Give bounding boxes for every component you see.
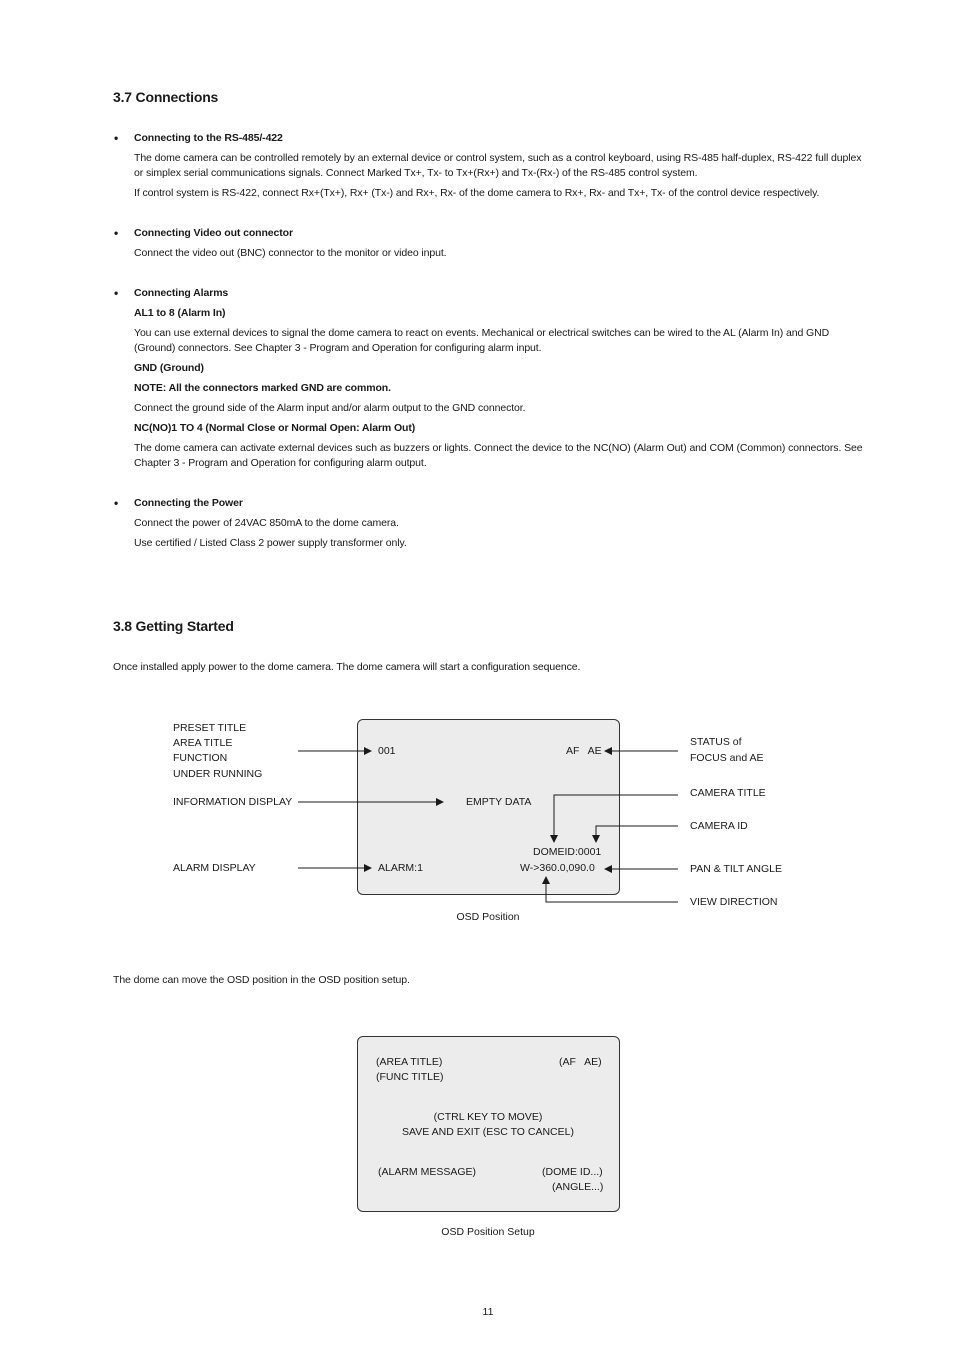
arrow-view-direction [546, 877, 678, 902]
label-preset-title: PRESET TITLE [173, 722, 247, 734]
heading-power: Connecting the Power [134, 497, 243, 509]
osd-preset-number: 001 [378, 745, 396, 757]
paragraph-alarm-in: You can use external devices to signal the dome camera to react on events. Mechanical or electrical switches can be wired to the AL (Alarm In) and GND (Ground) connectors. See Chapter 3 - Program and Operation for configuring alarm input. [134, 327, 830, 354]
paragraph-video: Connect the video out (BNC) connector to the monitor or video input. [134, 247, 447, 259]
heading-alarms: Connecting Alarms [134, 287, 229, 299]
label-camera-title: CAMERA TITLE [690, 787, 766, 799]
bullet: • [114, 131, 119, 145]
label-information-display: INFORMATION DISPLAY [173, 796, 293, 808]
label-function: FUNCTION [173, 752, 228, 764]
setup-angle: (ANGLE...) [552, 1181, 604, 1193]
paragraph-power-1: Connect the power of 24VAC 850mA to the dome camera. [134, 517, 399, 529]
section-title-connections: 3.7 Connections [113, 89, 219, 105]
label-pan-tilt-angle: PAN & TILT ANGLE [690, 863, 783, 875]
heading-rs485: Connecting to the RS-485/-422 [134, 132, 283, 144]
osd-dome-id: DOMEID:0001 [533, 846, 602, 858]
arrow-camera-id [596, 826, 678, 842]
bullet: • [114, 226, 119, 240]
osd-angle: W->360.0,090.0 [520, 862, 595, 874]
paragraph-rs485-1: The dome camera can be controlled remotely by an external device or control system, such as a control keyboard, using RS-485 half-duplex, RS-422 full duplex or simplex serial communications signals. Connect Marked Tx+, Tx- to Tx+(Rx+) and Tx-(Rx-) of the RS-485 control system. [134, 152, 862, 179]
setup-dome-id: (DOME ID...) [542, 1166, 603, 1178]
caption-osd-position: OSD Position [456, 911, 520, 923]
paragraph-getting-started: Once installed apply power to the dome camera. The dome camera will start a configuration sequence. [113, 661, 581, 673]
setup-func-title: (FUNC TITLE) [376, 1071, 444, 1083]
label-alarm-display: ALARM DISPLAY [173, 862, 256, 874]
setup-area-title: (AREA TITLE) [376, 1056, 443, 1068]
label-area-title: AREA TITLE [173, 737, 233, 749]
label-focus-and-ae: FOCUS and AE [690, 752, 764, 764]
arrow-camera-title [554, 795, 678, 842]
paragraph-rs485-2: If control system is RS-422, connect Rx+(Tx+), Rx+ (Tx-) and Rx+, Rx- of the dome camera to Rx+, Rx- and Tx+, Tx- of the control device respectively. [134, 187, 820, 199]
osd-info-text: EMPTY DATA [466, 796, 532, 808]
osd-af-ae: AF AE [566, 745, 602, 757]
label-camera-id: CAMERA ID [690, 820, 748, 832]
paragraph-power-2: Use certified / Listed Class 2 power supply transformer only. [134, 537, 407, 549]
setup-af-ae: (AF AE) [559, 1056, 602, 1068]
bullet: • [114, 286, 119, 300]
section-title-getting-started: 3.8 Getting Started [113, 618, 234, 634]
setup-ctrl-line-2: SAVE AND EXIT (ESC TO CANCEL) [402, 1126, 574, 1138]
page-number: 11 [482, 1306, 494, 1318]
label-view-direction: VIEW DIRECTION [690, 896, 778, 908]
subheading-alarm-in: AL1 to 8 (Alarm In) [134, 307, 226, 319]
label-under-running: UNDER RUNNING [173, 768, 263, 780]
bullet: • [114, 496, 119, 510]
osd-alarm: ALARM:1 [378, 862, 423, 874]
paragraph-gnd: Connect the ground side of the Alarm input and/or alarm output to the GND connector. [134, 402, 526, 414]
subheading-gnd: GND (Ground) [134, 362, 204, 374]
note-gnd-common: NOTE: All the connectors marked GND are common. [134, 382, 391, 394]
caption-osd-position-setup: OSD Position Setup [441, 1226, 535, 1238]
setup-alarm-message: (ALARM MESSAGE) [378, 1166, 477, 1178]
heading-video: Connecting Video out connector [134, 227, 293, 239]
label-status-of: STATUS of [690, 736, 742, 748]
subheading-alarm-out: NC(NO)1 TO 4 (Normal Close or Normal Open: Alarm Out) [134, 422, 416, 434]
paragraph-osd-move: The dome can move the OSD position in the OSD position setup. [113, 974, 410, 986]
setup-ctrl-line-1: (CTRL KEY TO MOVE) [433, 1111, 543, 1123]
paragraph-alarm-out: The dome camera can activate external devices such as buzzers or lights. Connect the device to the NC(NO) (Alarm Out) and COM (Common) connectors. See Chapter 3 - Program and Operation for configuring alarm output. [134, 442, 863, 469]
